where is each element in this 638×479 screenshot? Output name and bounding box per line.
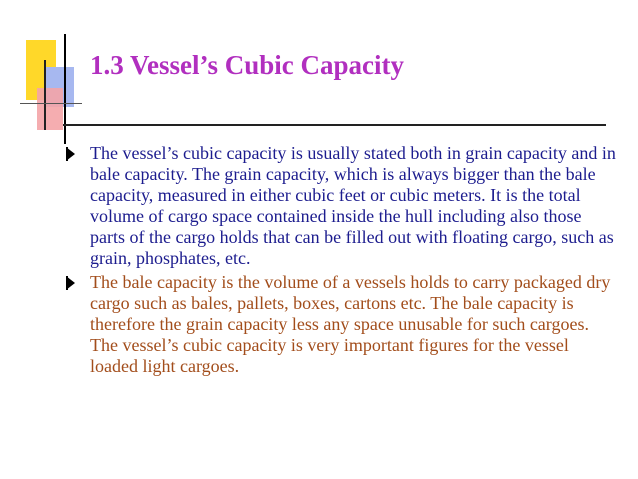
title-underline <box>63 124 606 126</box>
decor-vertical-line-short <box>44 60 46 130</box>
slide-title: 1.3 Vessel’s Cubic Capacity <box>90 50 405 80</box>
bullet-list <box>60 143 620 379</box>
decor-vertical-line <box>64 34 66 144</box>
bullet-text: The vessel’s cubic capacity is usually stated both in grain capacity and in bale capacity. The grain capacity, which is always bigger than the bale capacity, measured in either cubic feet or cubic meters. It is the total volume of cargo space contained inside the hull including also those parts of the cargo holds that can be filled out with floating cargo, such as grain, phosphates, etc. <box>90 143 616 268</box>
decor-pink-square <box>37 88 63 130</box>
bullet-item <box>60 143 620 269</box>
decor-horizontal-line-short <box>20 103 82 104</box>
bullet-arrow-icon <box>66 276 75 290</box>
bullet-text: The bale capacity is the volume of a vessels holds to carry packaged dry cargo such as bales, pallets, boxes, cartons etc. The bale capacity is therefore the grain capacity less any space unusable for such cargoes. The vessel’s cubic capacity is very important figures for the vessel loaded light cargoes. <box>90 272 611 376</box>
bullet-item <box>60 272 620 377</box>
bullet-arrow-icon <box>66 147 75 161</box>
